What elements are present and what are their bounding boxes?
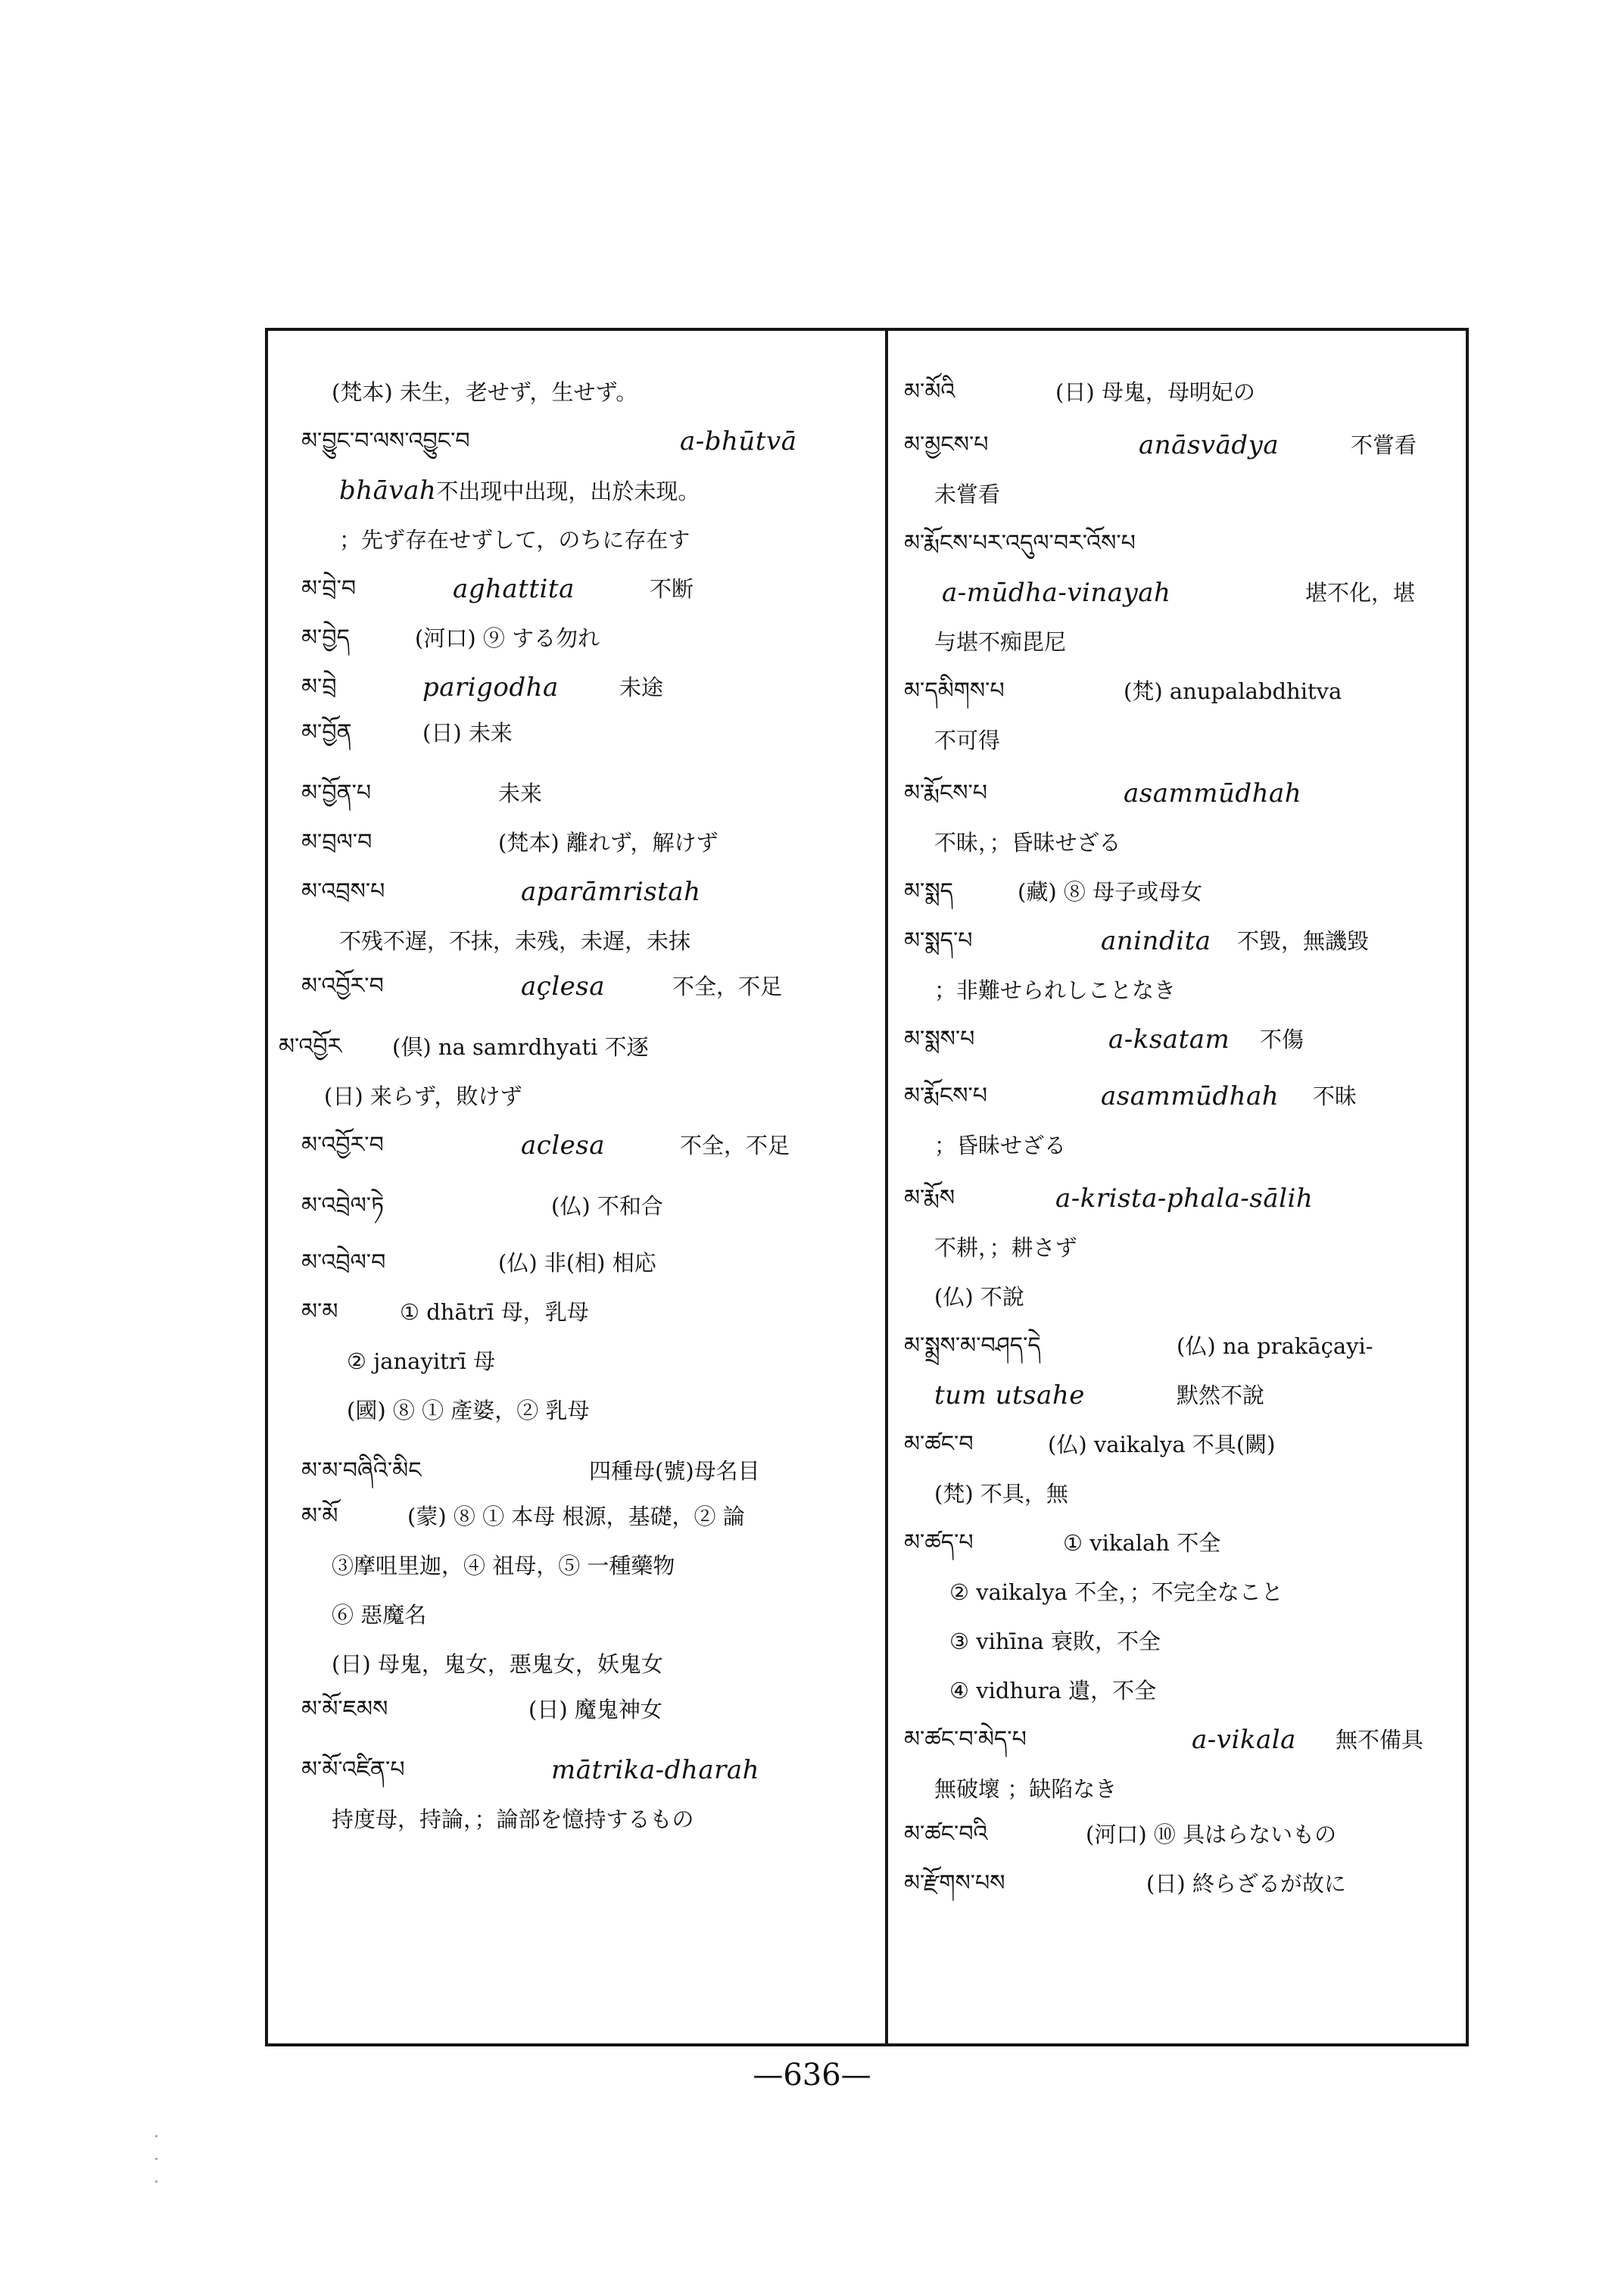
gloss-text: 默然不說 <box>1177 1382 1265 1408</box>
romanized-term: tum utsahe <box>934 1380 1085 1410</box>
dictionary-line <box>934 478 1000 511</box>
dictionary-line <box>904 429 1417 461</box>
gloss-text: ；先ず存在せずして，のちに存在す <box>339 527 690 553</box>
dictionary-line <box>942 577 1416 610</box>
gloss-text: 未途 <box>619 675 664 700</box>
tibetan-headword: མ་རྨོངས་པ <box>904 780 988 806</box>
dictionary-line <box>301 717 513 749</box>
tibetan-headword: མ་འབྲེལ་བ <box>301 1249 386 1276</box>
dictionary-line <box>301 425 797 457</box>
gloss-text: 不耕，；耕さず <box>934 1235 1077 1261</box>
tibetan-headword: མ་བྱུང་བ་ལས་འབྱུང་བ <box>301 428 470 454</box>
tibetan-headword: མ་འབྱོར <box>279 1033 342 1060</box>
tibetan-headword: མ་འབྲས་པ <box>301 878 385 905</box>
tibetan-headword: མ་ཚད་པ <box>904 1529 974 1556</box>
gloss-text: 不嘗看 <box>1351 432 1417 458</box>
dictionary-line <box>301 1247 656 1279</box>
gloss-text: ④ vidhura 遺，不全 <box>949 1678 1157 1703</box>
gloss-text: 不全，不足 <box>680 1133 790 1158</box>
dictionary-line <box>347 1395 590 1427</box>
gloss-text: (日) 母鬼，母明妃の <box>1055 379 1255 405</box>
tibetan-headword: མ་དམིགས་པ <box>904 678 1005 704</box>
romanized-term: asammūdhah <box>1101 1081 1280 1111</box>
tibetan-headword: མ་འབྱོར་བ <box>301 973 384 999</box>
dictionary-line <box>339 524 690 556</box>
dictionary-line <box>301 1694 662 1725</box>
gloss-text: (日) 未来 <box>422 720 513 746</box>
dictionary-line <box>301 1455 760 1487</box>
tibetan-headword: མ་ཚང་བའི <box>904 1821 988 1847</box>
gloss-text: (日) 来らず，敗けず <box>324 1083 522 1109</box>
dictionary-line <box>301 827 718 859</box>
dictionary-line <box>904 1429 1276 1460</box>
gloss-text: ⑥ 惡魔名 <box>332 1602 427 1628</box>
dictionary-line <box>934 1281 1024 1314</box>
dictionary-line <box>324 1080 522 1113</box>
gloss-text: ；昏昧せざる <box>934 1133 1067 1158</box>
dictionary-line <box>301 1130 790 1161</box>
tibetan-headword: མ་སྨད་པ <box>904 927 973 954</box>
gloss-text: 不可得 <box>934 728 1001 753</box>
romanized-term: anāsvādya <box>1139 430 1280 460</box>
dictionary-line <box>332 1648 663 1681</box>
gloss-text: (仏) 非(相) 相応 <box>498 1250 656 1276</box>
dictionary-line <box>904 1724 1424 1756</box>
dictionary-line <box>904 925 1370 957</box>
gloss-text: (河口) ⑨ する勿れ <box>415 625 600 651</box>
dictionary-line <box>301 778 543 809</box>
dictionary-line <box>904 1183 1314 1214</box>
romanized-term: a-bhūtvā <box>680 426 797 457</box>
tibetan-headword: མ་རྨོས <box>904 1185 955 1211</box>
romanized-term: asammūdhah <box>1124 778 1302 809</box>
tibetan-headword: མ་མ་བཞིའི་མིང <box>301 1457 422 1484</box>
tibetan-headword: མ་མྱངས་པ <box>904 432 989 458</box>
dictionary-line <box>904 1024 1304 1055</box>
gloss-text: ① vikalah 不全 <box>1063 1530 1221 1556</box>
gloss-text: ② vaikalya 不全，；不完全なこと <box>949 1579 1283 1605</box>
column-divider <box>885 331 888 2043</box>
dictionary-line <box>904 528 1136 559</box>
tibetan-headword: མ་རྫོགས་པས <box>904 1870 1005 1897</box>
dictionary-line <box>934 725 1000 757</box>
gloss-text: 不昧，；昏昧せざる <box>934 830 1121 856</box>
dictionary-line <box>347 1345 495 1378</box>
dictionary-line <box>301 622 600 654</box>
tibetan-headword: མ་མོ <box>301 1503 338 1529</box>
tibetan-headword: མ་བྲེ <box>301 674 337 700</box>
dictionary-line <box>301 1501 745 1532</box>
gloss-text: (國) ⑧ ① 產婆，② 乳母 <box>347 1398 590 1423</box>
scan-speck <box>155 2180 157 2183</box>
gloss-text: 四種母(號)母名目 <box>589 1458 760 1484</box>
dictionary-line <box>904 1819 1337 1850</box>
romanized-term: aparāmristah <box>521 877 701 907</box>
dictionary-line <box>949 1576 1283 1609</box>
tibetan-headword: མ་རྨོངས་པར་འདུལ་བར་འོས་པ <box>904 530 1136 556</box>
dictionary-frame <box>265 328 1469 2046</box>
page-number: —636— <box>753 2058 871 2093</box>
gloss-text: (河口) ⑩ 具はらないもの <box>1086 1822 1337 1847</box>
dictionary-line <box>934 1379 1265 1413</box>
tibetan-headword: མ་ཚང་བ་མེད་པ <box>904 1726 1027 1753</box>
dictionary-line <box>301 573 694 605</box>
dictionary-line <box>332 1599 426 1632</box>
dictionary-line <box>301 672 664 703</box>
dictionary-line <box>904 1330 1373 1362</box>
tibetan-headword: མ་འབྱོར་བ <box>301 1132 384 1158</box>
dictionary-line <box>934 1232 1077 1264</box>
romanized-term: a-vikala <box>1192 1725 1296 1755</box>
dictionary-line <box>904 1527 1221 1559</box>
gloss-text: (倶) na samrdhyati 不逐 <box>392 1034 649 1060</box>
tibetan-headword: མ་སྨད <box>904 878 953 905</box>
romanized-term: a-krista-phala-sālih <box>1055 1183 1314 1214</box>
tibetan-headword: མ་སྨྲས་མ་བཤད་དེ <box>904 1332 1041 1359</box>
gloss-text: 不全，不足 <box>672 974 783 999</box>
romanized-term: anindita <box>1101 926 1211 956</box>
gloss-text: (仏) 不和合 <box>551 1193 663 1219</box>
gloss-text: 未嘗看 <box>934 482 1001 507</box>
gloss-text: (蒙) ⑧ ① 本母 根源，基礎，② 論 <box>407 1504 745 1529</box>
dictionary-line <box>904 675 1342 707</box>
tibetan-headword: མ་མོ་འཛིན་པ <box>301 1756 405 1783</box>
gloss-text: (梵本) 離れず，解けず <box>498 830 718 856</box>
dictionary-line <box>904 376 1255 408</box>
gloss-text: (日) 終らざるが故に <box>1146 1871 1346 1897</box>
dictionary-line <box>949 1625 1161 1658</box>
tibetan-headword: མ་མོའི <box>904 379 955 405</box>
gloss-text: (仏) 不說 <box>934 1284 1024 1310</box>
dictionary-line <box>332 1550 675 1582</box>
gloss-text: (梵) 不具，無 <box>934 1481 1068 1507</box>
dictionary-line <box>949 1675 1156 1707</box>
tibetan-headword: མ་བྱེད <box>301 625 350 651</box>
gloss-text: ② janayitrī 母 <box>347 1348 496 1374</box>
tibetan-headword: མ་འབྲེལ་ཏེ <box>301 1192 385 1219</box>
tibetan-headword: མ་ཚང་བ <box>904 1431 974 1457</box>
gloss-text: 無破壞 ；缺陷なき <box>934 1776 1117 1802</box>
dictionary-line <box>301 1296 589 1328</box>
romanized-term: a-mūdha-vinayah <box>942 578 1171 608</box>
gloss-text: ③摩咀里迦，④ 祖母，⑤ 一種藥物 <box>332 1553 675 1579</box>
dictionary-line <box>301 1190 663 1222</box>
gloss-text: 堪不化，堪 <box>1305 580 1416 606</box>
tibetan-headword: མ་བྱོན་པ <box>301 780 372 806</box>
tibetan-headword: མ་སྨས་པ <box>904 1026 975 1052</box>
romanized-term: parigodha <box>422 672 559 703</box>
romanized-term: bhāvah <box>339 475 437 506</box>
gloss-text: 不残不遅，不抹，未残，未遅，未抹 <box>339 928 691 954</box>
dictionary-line <box>904 876 1203 908</box>
dictionary-line <box>301 1754 760 1786</box>
dictionary-line <box>934 974 1176 1007</box>
tibetan-headword: མ་མ <box>301 1298 338 1325</box>
gloss-text: 無不備具 <box>1336 1727 1424 1753</box>
tibetan-headword: མ་མོ་ཇམས <box>301 1696 388 1722</box>
dictionary-line <box>934 1478 1068 1510</box>
gloss-text: 不傷 <box>1260 1027 1304 1052</box>
romanized-term: aclesa <box>521 1130 606 1161</box>
dictionary-line <box>279 1031 649 1063</box>
scan-speck <box>155 2158 157 2160</box>
dictionary-line <box>904 1080 1357 1112</box>
gloss-text: (仏) vaikalya 不具(闕) <box>1048 1432 1276 1457</box>
tibetan-headword: མ་བྱོན <box>301 719 352 746</box>
gloss-text: ① dhātrī 母，乳母 <box>400 1299 589 1325</box>
dictionary-line <box>332 1803 694 1836</box>
dictionary-line <box>934 1773 1117 1806</box>
gloss-text: 未来 <box>498 781 543 806</box>
gloss-text: (藏) ⑧ 母子或母女 <box>1018 879 1203 905</box>
scan-speck <box>155 2135 157 2137</box>
gloss-text: ③ vihīna 衰敗，不全 <box>949 1629 1161 1654</box>
gloss-text: (梵本) 未生，老せず，生せず。 <box>332 379 638 405</box>
dictionary-line <box>904 1868 1346 1900</box>
gloss-text: 与堪不痴毘尼 <box>934 629 1067 655</box>
romanized-term: a-ksatam <box>1108 1024 1230 1055</box>
dictionary-line <box>934 1130 1066 1162</box>
dictionary-line <box>301 971 783 1002</box>
gloss-text: (日) 母鬼，鬼女，悪鬼女，妖鬼女 <box>332 1651 663 1677</box>
dictionary-line <box>301 876 701 908</box>
gloss-text: 不出现中出现，出於未现。 <box>436 478 700 504</box>
gloss-text: 不毀，無譏毀 <box>1237 928 1370 954</box>
dictionary-line <box>339 925 690 958</box>
tibetan-headword: མ་རྨོངས་པ <box>904 1083 988 1109</box>
gloss-text: 持度母，持論，；論部を憶持するもの <box>332 1806 694 1832</box>
dictionary-line <box>339 475 700 508</box>
dictionary-line <box>934 626 1066 659</box>
dictionary-line <box>904 778 1302 809</box>
romanized-term: açlesa <box>521 971 606 1002</box>
romanized-term: aghattita <box>453 574 575 604</box>
tibetan-headword: མ་བྲལ་བ <box>301 829 372 856</box>
gloss-text: 不昧 <box>1313 1083 1357 1109</box>
gloss-text: 不断 <box>650 576 694 602</box>
dictionary-line <box>934 827 1121 859</box>
gloss-text: (仏) na prakāçayi- <box>1177 1333 1373 1359</box>
tibetan-headword: མ་བྲེ་བ <box>301 575 357 602</box>
dictionary-line <box>332 376 637 409</box>
romanized-term: mātrika-dharah <box>551 1755 760 1785</box>
gloss-text: (梵) anupalabdhitva <box>1124 678 1342 704</box>
gloss-text: ；非難せられしことなき <box>934 977 1177 1003</box>
gloss-text: (日) 魔鬼神女 <box>528 1697 662 1722</box>
